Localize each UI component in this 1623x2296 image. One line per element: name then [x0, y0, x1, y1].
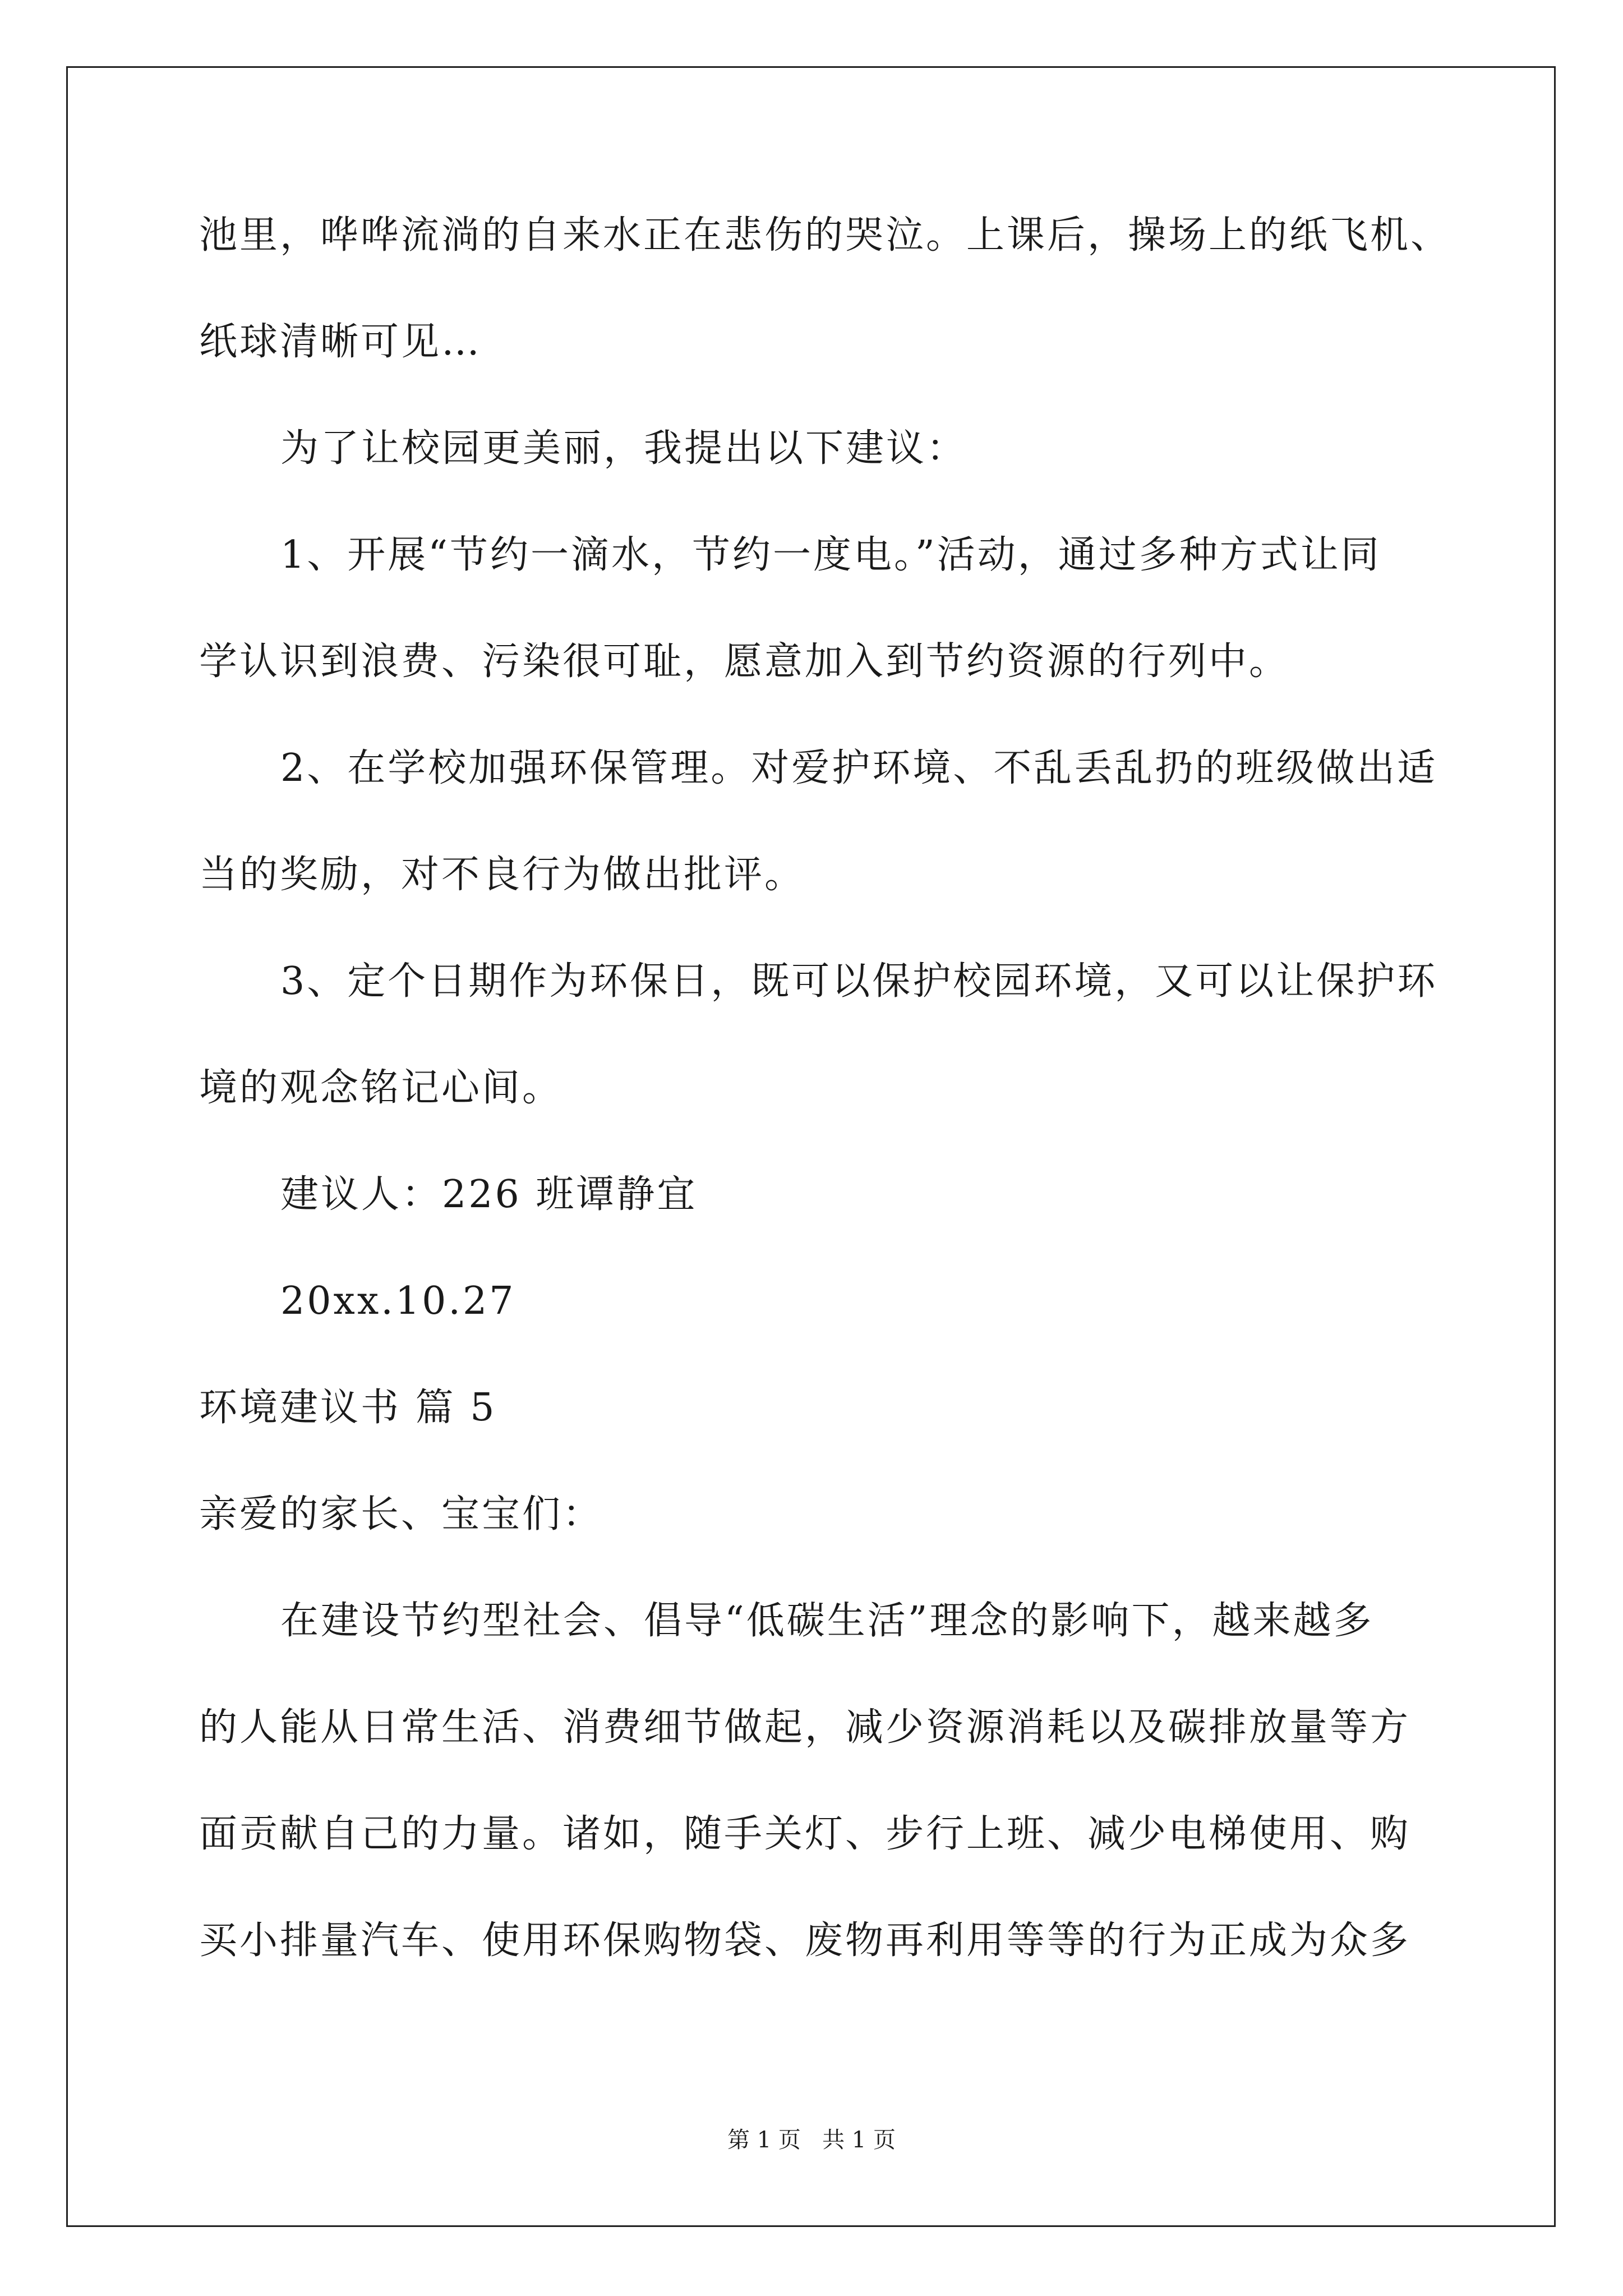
text-line: 当的奖励，对不良行为做出批评。: [199, 853, 805, 897]
text-line: 在建设节约型社会、倡导“低碳生活”理念的影响下，越来越多: [280, 1599, 1374, 1643]
section-heading: 环境建议书 篇 5: [199, 1386, 497, 1430]
text-line: 1、开展“节约一滴水，节约一度电。”活动，通过多种方式让同: [280, 533, 1381, 577]
text-line: 面贡献自己的力量。诸如，随手关灯、步行上班、减少电梯使用、购: [199, 1812, 1411, 1856]
text-line: 境的观念铭记心间。: [199, 1066, 563, 1110]
signature-line: 建议人：226 班谭静宜: [280, 1172, 698, 1217]
text-line: 学认识到浪费、污染很可耻，愿意加入到节约资源的行列中。: [199, 639, 1290, 684]
text-line: 买小排量汽车、使用环保购物袋、废物再利用等等的行为正成为众多: [199, 1918, 1411, 1963]
text-line: 的人能从日常生活、消费细节做起，减少资源消耗以及碳排放量等方: [199, 1705, 1411, 1750]
date-line: 20xx.10.27: [280, 1279, 516, 1323]
text-line: 纸球清晰可见…: [199, 320, 482, 364]
text-line: 为了让校园更美丽，我提出以下建议：: [280, 426, 967, 471]
text-line: 3、定个日期作为环保日，既可以保护校园环境，又可以让保护环: [280, 959, 1438, 1004]
page-footer: 第 1 页 共 1 页: [727, 2127, 896, 2153]
text-line: 2、在学校加强环保管理。对爱护环境、不乱丢乱扔的班级做出适: [280, 746, 1438, 790]
page-border: [66, 66, 1556, 2227]
salutation: 亲爱的家长、宝宝们：: [199, 1492, 603, 1536]
text-line: 池里，哗哗流淌的自来水正在悲伤的哭泣。上课后，操场上的纸飞机、: [199, 213, 1451, 257]
